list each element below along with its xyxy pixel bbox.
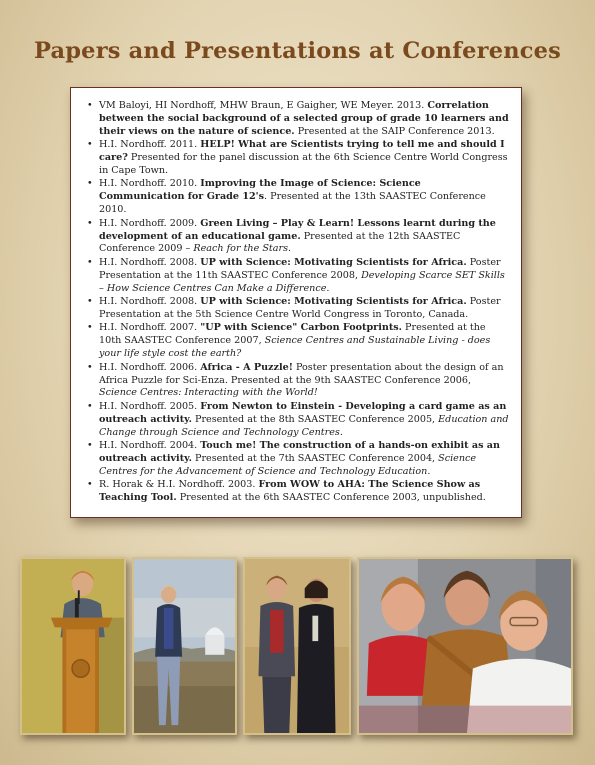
reference-title: HELP! What are Scientists trying to tell me and should I care? bbox=[99, 139, 505, 164]
reference-text: VM Baloyi, HI Nordhoff, MHW Braun, E Gaigher, WE Meyer. 2013. bbox=[99, 100, 428, 111]
reference-item bbox=[99, 178, 509, 217]
reference-title: From WOW to AHA: The Science Show as Teaching Tool. bbox=[99, 479, 481, 504]
reference-text: . Presented at the 13th SAASTEC Conference 2010. bbox=[99, 191, 486, 216]
reference-title: "UP with Science" Carbon Footprints. bbox=[200, 322, 402, 334]
reference-text: Presented at the 7th SAASTEC Conference 2004, bbox=[191, 452, 439, 464]
reference-text: H.I. Nordhoff. 2009. bbox=[99, 217, 201, 229]
reference-text: Presented at the 8th SAASTEC Conference 2005, bbox=[191, 413, 439, 425]
reference-item bbox=[99, 296, 509, 322]
reference-text: Presented at the SAIP Conference 2013. bbox=[294, 125, 495, 137]
reference-text: H.I. Nordhoff. 2005. bbox=[99, 400, 201, 412]
reference-text: H.I. Nordhoff. 2010. bbox=[99, 178, 201, 190]
reference-text: Poster presentation about the design of an Africa Puzzle for Sci-Enza. Presented at the 9th SAASTEC Conference 2006, bbox=[99, 361, 504, 386]
reference-item bbox=[99, 362, 509, 401]
reference-text: H.I. Nordhoff. 2011. bbox=[99, 139, 201, 151]
reference-text: . bbox=[326, 282, 330, 294]
reference-item bbox=[99, 257, 509, 296]
references-list bbox=[83, 100, 509, 505]
reference-text: Presented for the panel discussion at the 6th Science Centre World Congress in Cape Town. bbox=[99, 152, 508, 177]
photo-two-women-standing bbox=[243, 557, 351, 735]
reference-item bbox=[99, 139, 509, 178]
reference-text: R. Horak & H.I. Nordhoff. 2003. bbox=[99, 479, 259, 491]
reference-text: Poster Presentation at the 11th SAASTEC Conference 2008, bbox=[99, 256, 501, 281]
reference-item bbox=[99, 401, 509, 440]
reference-title: Africa - A Puzzle! bbox=[200, 361, 293, 373]
reference-text: H.I. Nordhoff. 2004. bbox=[99, 440, 201, 452]
reference-text: H.I. Nordhoff. 2006. bbox=[99, 361, 201, 373]
reference-item bbox=[99, 479, 509, 505]
photo-speaker-at-podium bbox=[20, 557, 126, 735]
reference-title: Green Living – Play & Learn! Lessons learnt during the development of an educational game. bbox=[99, 217, 496, 242]
reference-theme: Science Centres: Interacting with the World! bbox=[99, 387, 318, 399]
reference-theme: Reach for the Stars. bbox=[193, 243, 292, 255]
reference-theme: Developing Scarce SET Skills – How Science Centres Can Make a Difference bbox=[99, 269, 505, 294]
reference-title: Touch me! The construction of a hands-on exhibit as an outreach activity. bbox=[99, 440, 501, 464]
photo-three-women-smiling bbox=[357, 557, 573, 735]
reference-theme: Science Centres and Sustainable Living - does your life style cost the earth? bbox=[99, 335, 491, 360]
reference-text: H.I. Nordhoff. 2008. bbox=[99, 296, 201, 308]
page-title: Papers and Presentations at Conferences bbox=[33, 38, 562, 64]
reference-text: H.I. Nordhoff. 2008. bbox=[99, 256, 201, 268]
reference-title: UP with Science: Motivating Scientists for Africa. bbox=[200, 256, 467, 268]
reference-title: From Newton to Einstein - Developing a card game as an outreach activity. bbox=[99, 400, 507, 425]
reference-text: Presented at the 12th SAASTEC Conference 2009 – bbox=[99, 230, 461, 255]
reference-title: UP with Science: Motivating Scientists for Africa. bbox=[200, 296, 467, 308]
references-card bbox=[70, 87, 522, 518]
reference-text: Presented at the 10th SAASTEC Conference 2007, bbox=[99, 322, 486, 347]
reference-title: Correlation between the social background of a selected group of grade 10 learners and their views on the nature of science. bbox=[99, 100, 509, 137]
reference-item bbox=[99, 100, 509, 139]
reference-item bbox=[99, 440, 509, 479]
reference-text: H.I. Nordhoff. 2007. bbox=[99, 322, 201, 334]
reference-text: Presented at the 6th SAASTEC Conference 2003, unpublished. bbox=[176, 492, 486, 504]
reference-text: Poster Presentation at the 5th Science Centre World Congress in Toronto, Canada. bbox=[99, 296, 501, 320]
reference-theme: Science Centres for the Advancement of Science and Technology Education. bbox=[99, 452, 477, 477]
reference-item bbox=[99, 218, 509, 257]
reference-item bbox=[99, 322, 509, 361]
photo-woman-with-observatory bbox=[132, 557, 237, 735]
reference-title: Improving the Image of Science: Science Communication for Grade 12's bbox=[99, 178, 421, 203]
reference-theme: Education and Change through Science and Technology Centres. bbox=[99, 413, 509, 438]
